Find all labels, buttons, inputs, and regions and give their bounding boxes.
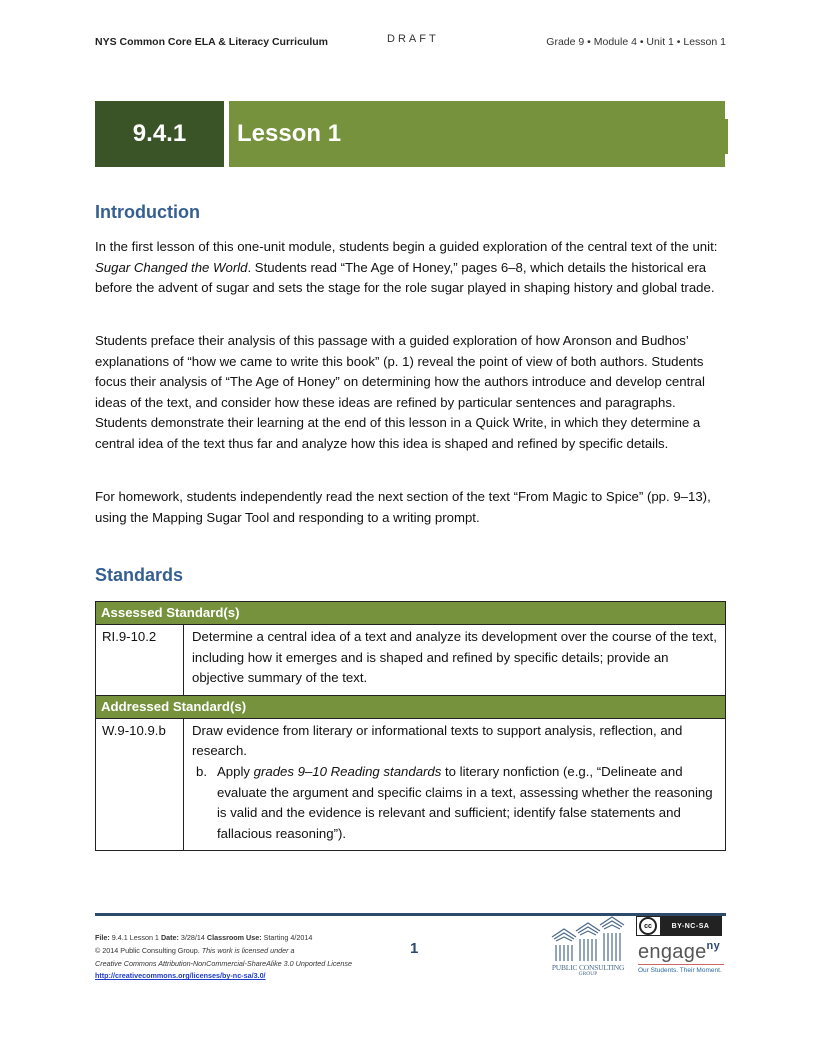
intro-paragraph-2: Students preface their analysis of this passage with a guided exploration of how Aronson and Budhos’ explanations of “how we came to write this book” (p. 1) reveal the point of view of both authors. Students focus their analysis of “The Age of Honey” on determining how the authors introduce and develop central ideas of the text, and consider how these ideas are refined by particular sentences and paragraphs. Students demonstrate their learning at the end of this lesson in a Quick Write, in which they determine a central idea of the text thus far and analyze how this idea is shaped and refined by specific details.	[95, 333, 705, 451]
standard-code: RI.9-10.2	[96, 625, 184, 696]
file-label: File:	[95, 933, 110, 942]
date-value: 3/28/14	[178, 933, 207, 942]
standard-description-cell	[184, 718, 726, 851]
copyright-text: © 2014 Public Consulting Group.	[95, 945, 202, 955]
pcg-columns-icon	[546, 915, 630, 963]
title-band-edge	[725, 119, 728, 154]
intro-paragraph-3: For homework, students independently read the next section of the text “From Magic to Spice” (pp. 9–13), using the Mapping Sugar Tool and responding to a writing prompt.	[95, 489, 711, 525]
table-row	[96, 718, 726, 851]
license-url-line	[95, 970, 395, 983]
file-value: 9.4.1 Lesson 1	[109, 933, 161, 942]
license-name: Creative Commons Attribution-NonCommercial-ShareAlike 3.0 Unported License	[95, 958, 352, 968]
file-info-line	[95, 932, 395, 945]
pcg-group: GROUP	[578, 971, 598, 977]
draft-label: DRAFT	[387, 33, 439, 45]
sub-text-a: Apply	[217, 763, 254, 779]
footer-info	[95, 932, 395, 983]
license-link[interactable]: http://creativecommons.org/licenses/by-nc-sa/3.0/	[95, 971, 266, 981]
lesson-number: 9.4.1	[95, 101, 224, 167]
intro-paragraph-1	[95, 237, 725, 299]
standards-table	[95, 601, 726, 851]
cc-license-badge	[636, 916, 722, 936]
cc-icon: cc	[639, 917, 657, 935]
curriculum-name: NYS Common Core ELA & Literacy Curriculum	[95, 36, 328, 48]
cc-terms: BY-NC-SA	[660, 917, 721, 935]
engageny-tagline: Our Students. Their Moment.	[638, 967, 722, 974]
assessed-standards-header-row	[96, 602, 726, 625]
sub-text-b: to literary nonfiction (e.g., “Delineate and evaluate the argument and specific claims in a text, assessing whether the reasoning is valid and the evidence is relevant and sufficient; identify false statements and fallacious reasoning”).	[217, 763, 713, 841]
standard-sub-item	[192, 762, 719, 844]
footer-divider	[95, 913, 726, 916]
running-header	[95, 33, 726, 52]
lesson-breadcrumb: Grade 9 • Module 4 • Unit 1 • Lesson 1	[546, 36, 726, 48]
sub-text-italic: grades 9–10 Reading standards	[253, 763, 442, 779]
introduction-heading: Introduction	[95, 202, 200, 222]
engage-word: engage	[638, 941, 707, 963]
license-intro: This work is licensed under a	[201, 945, 295, 955]
addressed-standards-header-row	[96, 695, 726, 718]
license-name-line	[95, 958, 395, 971]
classroom-use-value: Starting 4/2014	[261, 933, 313, 942]
intro-p1-text-a: In the first lesson of this one-unit module, students begin a guided exploration of the central text of the unit:	[95, 239, 718, 254]
standard-description: Determine a central idea of a text and analyze its development over the course of the text, including how it emerges and is shaped and refined by specific details; provide an objective summary of the text.	[184, 625, 726, 696]
date-label: Date:	[160, 933, 179, 942]
engageny-rule	[638, 964, 724, 965]
standards-heading: Standards	[95, 565, 184, 585]
pcg-logo	[546, 915, 630, 977]
lesson-title: Lesson 1	[229, 101, 725, 167]
intro-p1-text-b: . Students read “The Age of Honey,” pages 6–8, which details the historical era before the advent of sugar and sets the stage for the role sugar played in shaping history and global trade.	[95, 259, 715, 296]
pcg-name: PUBLIC CONSULTING	[551, 963, 625, 972]
lesson-title-band	[95, 101, 726, 167]
assessed-standards-header: Assessed Standard(s)	[96, 602, 726, 625]
book-title: Sugar Changed the World	[95, 259, 248, 275]
addressed-standards-header: Addressed Standard(s)	[96, 695, 726, 718]
standard-description: Draw evidence from literary or informational texts to support analysis, reflection, and research.	[192, 722, 683, 759]
sub-item-marker: b.	[196, 763, 207, 779]
table-row	[96, 625, 726, 696]
page-number: 1	[410, 940, 419, 957]
classroom-use-label: Classroom Use:	[206, 933, 262, 942]
sub-item-text	[217, 762, 719, 844]
standard-code: W.9-10.9.b	[96, 718, 184, 851]
engageny-logo	[638, 940, 720, 964]
engage-sup: ny	[706, 940, 720, 952]
copyright-line	[95, 945, 395, 958]
